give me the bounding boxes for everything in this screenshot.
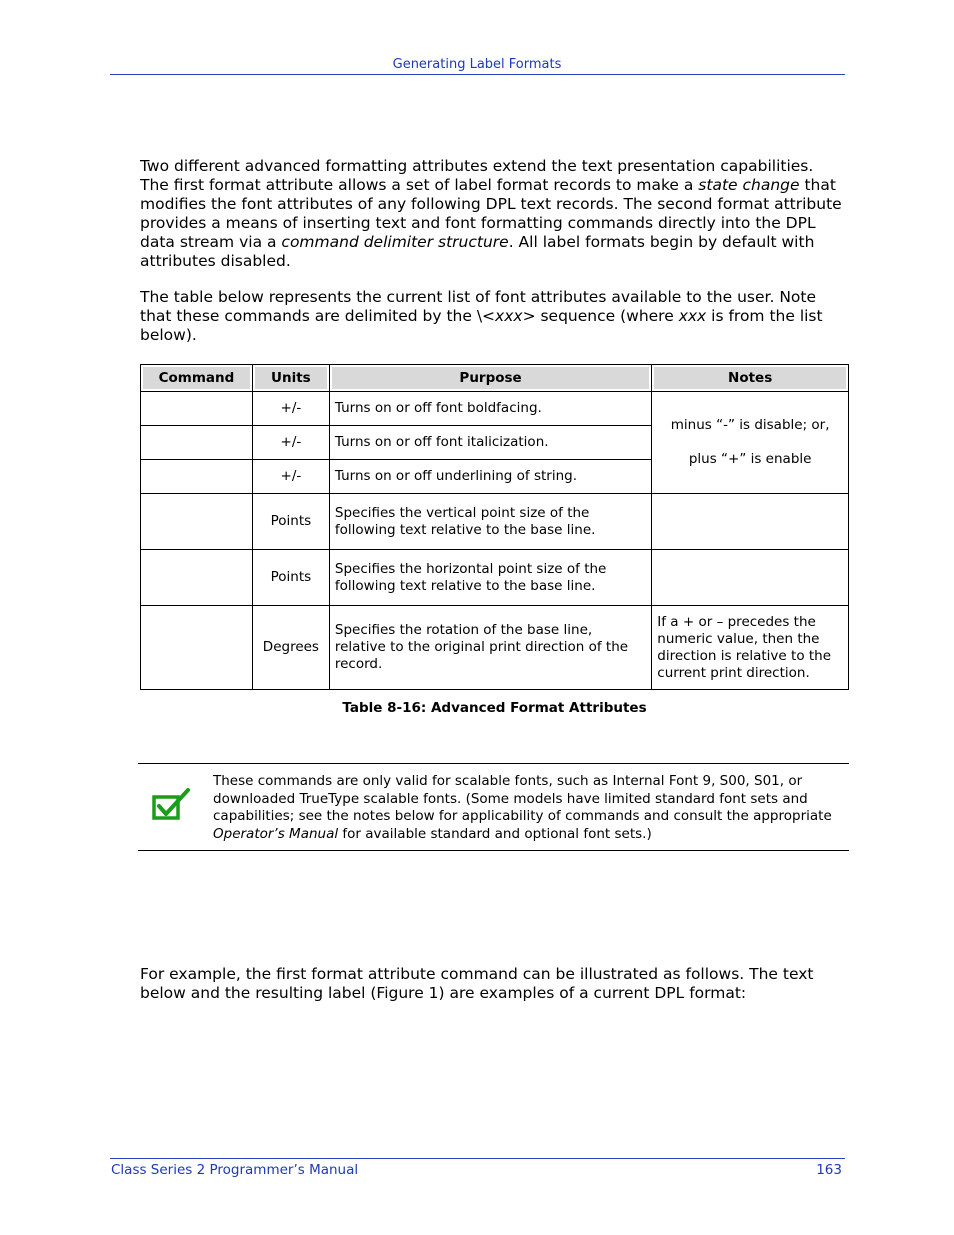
- units-cell: +/-: [252, 426, 329, 460]
- running-header: Generating Label Formats: [392, 57, 562, 72]
- notes-cell: If a + or – precedes the numeric value, then the direction is relative to the current print direction.: [652, 606, 849, 690]
- notes-cell: [652, 550, 849, 606]
- units-cell: +/-: [252, 460, 329, 494]
- note-check-icon: [151, 788, 191, 822]
- page-number: 163: [816, 1162, 842, 1178]
- table-header-row: [141, 365, 849, 392]
- table-caption: Table 8-16: Advanced Format Attributes: [342, 700, 647, 716]
- units-cell: Points: [252, 494, 329, 550]
- command-cell: [141, 606, 253, 690]
- intro-paragraph-1: Two different advanced formatting attributes extend the text presentation capabilities. The first format attribute allows a set of label format records to make a state change that modifies the font attributes of any following DPL text records. The second format attribute provides a means of inserting text and font formatting commands directly into the DPL data stream via a command delimiter structure. All label formats begin by default with attributes disabled.: [140, 157, 842, 270]
- command-cell: [141, 494, 253, 550]
- column-header-command: Command: [141, 365, 253, 392]
- header-rule: [110, 74, 845, 75]
- intro-paragraph-2: The table below represents the current list of font attributes available to the user. Note that these commands are delimited by the \<xxx> sequence (where xxx is from the list below).: [140, 288, 823, 344]
- column-header-units: Units: [252, 365, 329, 392]
- column-header-purpose: Purpose: [329, 365, 651, 392]
- units-cell: Points: [252, 550, 329, 606]
- purpose-cell: Turns on or off font italicization.: [329, 426, 651, 460]
- table-row: [141, 606, 849, 690]
- command-cell: [141, 392, 253, 426]
- notes-cell: [652, 494, 849, 550]
- footer-manual-title: Class Series 2 Programmer’s Manual: [111, 1162, 359, 1178]
- purpose-cell: Specifies the vertical point size of the following text relative to the base line.: [329, 494, 651, 550]
- purpose-cell: Specifies the horizontal point size of the following text relative to the base line.: [329, 550, 651, 606]
- column-header-notes: Notes: [652, 365, 849, 392]
- command-cell: [141, 550, 253, 606]
- footer-rule: [110, 1158, 845, 1159]
- table-row: [141, 392, 849, 426]
- notes-line-disable: minus “-” is disable; or,: [670, 417, 830, 433]
- note-box: [138, 763, 849, 851]
- purpose-cell: Specifies the rotation of the base line, relative to the original print direction of the record.: [329, 606, 651, 690]
- notes-line-enable: plus “+” is enable: [688, 451, 812, 467]
- command-cell: [141, 426, 253, 460]
- purpose-cell: Turns on or off font boldfacing.: [329, 392, 651, 426]
- notes-cell-merged: [652, 392, 849, 494]
- example-paragraph: For example, the first format attribute command can be illustrated as follows. The text below and the resulting label (Figure 1) are examples of a current DPL format:: [140, 965, 814, 1002]
- units-cell: Degrees: [252, 606, 329, 690]
- font-attributes-table: [140, 364, 849, 690]
- purpose-cell: Turns on or off underlining of string.: [329, 460, 651, 494]
- units-cell: +/-: [252, 392, 329, 426]
- table-row: [141, 550, 849, 606]
- table-row: [141, 494, 849, 550]
- note-text: These commands are only valid for scalable fonts, such as Internal Font 9, S00, S01, or downloaded TrueType scalable fonts. (Some models have limited standard font sets and capabilities; see the notes below for applicability of commands and consult the appropriate Operator’s Manual for available standard and optional font sets.): [213, 773, 832, 842]
- command-cell: [141, 460, 253, 494]
